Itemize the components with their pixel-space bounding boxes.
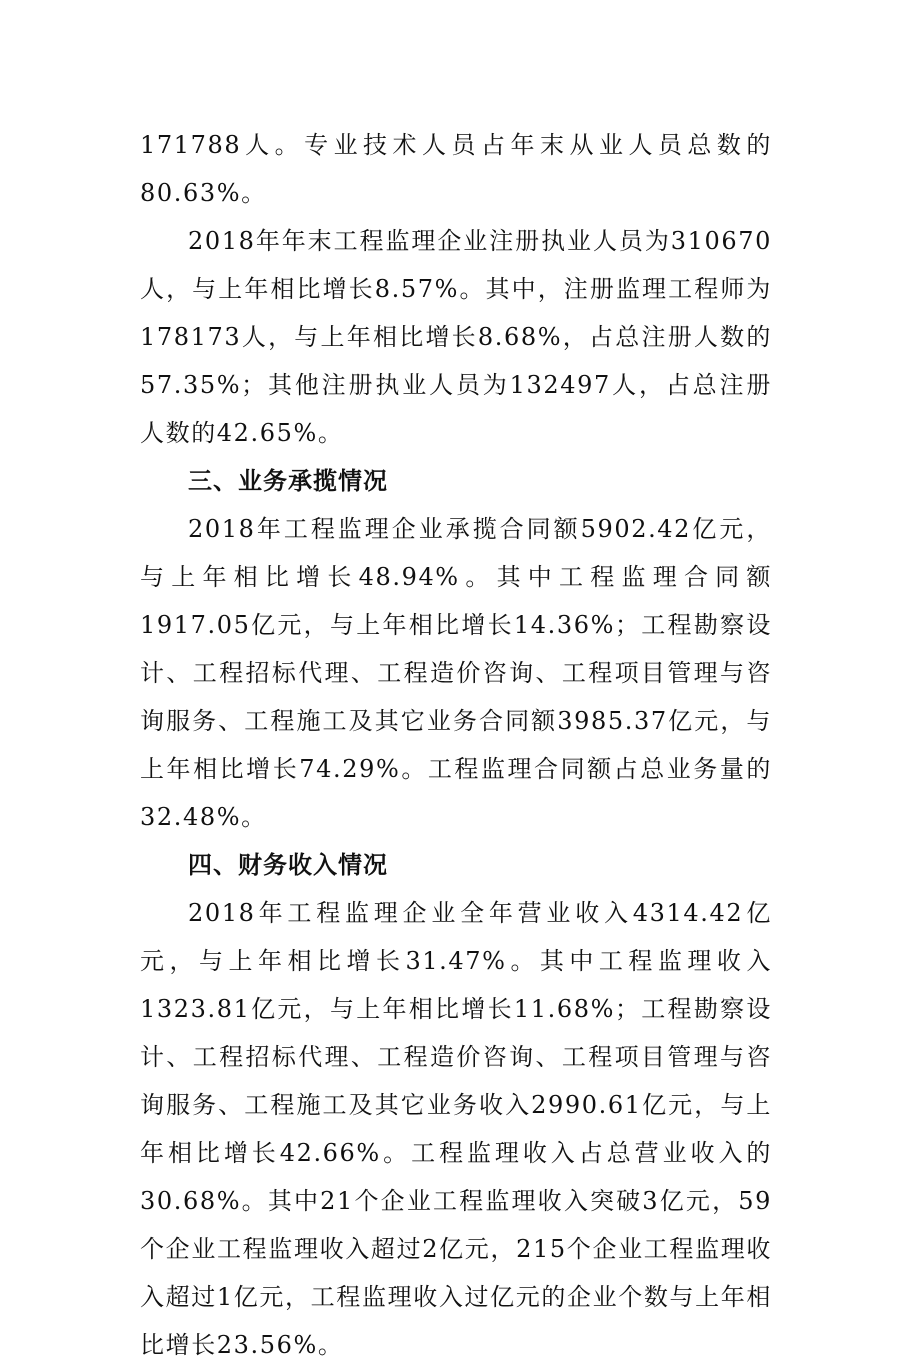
paragraph-finance-income: 2018年工程监理企业全年营业收入4314.42亿元，与上年相比增长31.47%。其中工程监理收入1323.81亿元，与上年相比增长11.68%；工程勘察设计、工程招标代理、工程造价咨询、工程项目管理与咨询服务、工程施工及其它业务收入2990.61亿元，与上年相比增长42.66%。工程监理收入占总营业收入的30.68%。其中21个企业工程监理收入突破3亿元，59个企业工程监理收入超过2亿元，215个企业工程监理收入超过1亿元，工程监理收入过亿元的企业个数与上年相比增长23.56%。 — [140, 899, 772, 1359]
paragraph-continued: 171788人。专业技术人员占年末从业人员总数的80.63%。 — [140, 131, 772, 207]
section-heading-business: 三、业务承揽情况 — [188, 467, 388, 495]
paragraph-business-contracts: 2018年工程监理企业承揽合同额5902.42亿元，与上年相比增长48.94%。其中工程监理合同额1917.05亿元，与上年相比增长14.36%；工程勘察设计、工程招标代理、工程造价咨询、工程项目管理与咨询服务、工程施工及其它业务合同额3985.37亿元，与上年相比增长74.29%。工程监理合同额占总业务量的32.48%。 — [140, 515, 772, 831]
section-heading-finance: 四、财务收入情况 — [188, 851, 388, 879]
document-body — [140, 121, 772, 1369]
paragraph-registered-personnel: 2018年年末工程监理企业注册执业人员为310670人，与上年相比增长8.57%。其中，注册监理工程师为178173人，与上年相比增长8.68%，占总注册人数的57.35%；其他注册执业人员为132497人，占总注册人数的42.65%。 — [140, 227, 772, 447]
